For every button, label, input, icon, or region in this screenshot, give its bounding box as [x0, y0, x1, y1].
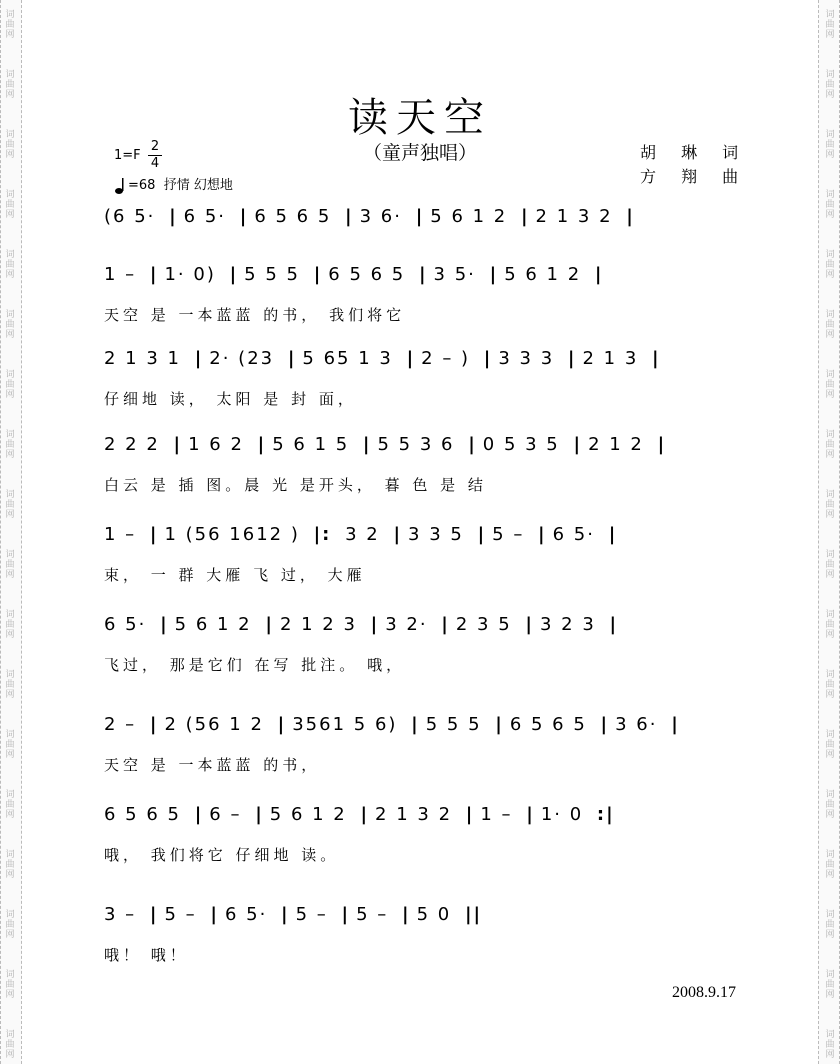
note-group: 2 1 3 2 [535, 206, 621, 227]
watermark-text: 词 曲 网 [5, 310, 15, 340]
watermark-text: 词 曲 网 [825, 430, 835, 460]
note-group: 5 5 5 [425, 714, 490, 735]
note-group: (6 5· [104, 206, 164, 227]
notation-line [104, 904, 488, 925]
barline: | [609, 614, 619, 635]
watermark-text: 词 曲 网 [5, 790, 15, 820]
barline: | [370, 614, 380, 635]
note-group: 5 6 1 2 [430, 206, 515, 227]
note-group: 2 – [104, 714, 144, 735]
barline: | [526, 804, 535, 825]
barline: | [608, 524, 618, 545]
barline: | [567, 348, 577, 369]
lyric-line: 哦， 我们将它 仔细地 读。 [104, 846, 340, 864]
barline: | [149, 714, 159, 735]
score-row [104, 614, 752, 644]
barline: | [652, 348, 661, 369]
watermark-text: 词 曲 网 [5, 970, 15, 1000]
barline: | [362, 434, 372, 455]
barline: | [525, 614, 534, 635]
barline: | [393, 524, 403, 545]
barline: | [149, 264, 159, 285]
barline: | [520, 206, 530, 227]
barline: | [239, 206, 249, 227]
watermark-text: 词 曲 网 [5, 370, 15, 400]
note-group: 2 1 2 [588, 434, 652, 455]
barline: | [671, 714, 680, 735]
note-group: 6 5 6 5 [328, 264, 413, 285]
note-group: 3 3 5 [408, 524, 472, 545]
song-subtitle: （童声独唱） [362, 142, 477, 164]
barline: | [468, 434, 477, 455]
note-group: 6 5· [224, 904, 276, 925]
note-group: 6 – [209, 804, 250, 825]
note-group: 3 2 [337, 524, 388, 545]
watermark-text: 词 曲 网 [5, 730, 15, 760]
watermark-text: 词 曲 网 [5, 670, 15, 700]
note-group: 0 5 3 5 [482, 434, 568, 455]
lyric-line: 天空 是 一本蓝蓝 的书， 我们将它 [104, 306, 406, 324]
barline: | [169, 206, 178, 227]
watermark-text: 词 曲 网 [5, 10, 15, 40]
watermark-text: 词 曲 网 [825, 910, 835, 940]
watermark-text: 词 曲 网 [5, 70, 15, 100]
score-row [104, 348, 752, 378]
notation-line [104, 206, 641, 227]
note-group: 6 5 6 5 [509, 714, 595, 735]
watermark-text: 词 曲 网 [825, 1030, 835, 1060]
note-group: 5 5 3 6 [377, 434, 463, 455]
note-group: 2 (56 1 2 [164, 714, 272, 735]
note-group: 6 5· [104, 614, 155, 635]
barline: | [229, 264, 239, 285]
barline: | [160, 614, 169, 635]
note-group: 5 6 1 5 [272, 434, 357, 455]
barline: | [441, 614, 450, 635]
note-group: 2 1 3 2 [375, 804, 460, 825]
barline: | [341, 904, 351, 925]
barline: | [149, 904, 159, 925]
note-group: 3561 5 6) [292, 714, 406, 735]
watermark-text: 词 曲 网 [825, 10, 835, 40]
score-row [104, 434, 752, 464]
note-group: 2 – ) [421, 348, 478, 369]
note-group: 2 3 5 [455, 614, 520, 635]
tempo-marking [114, 174, 233, 195]
barline: | [415, 206, 425, 227]
note-group: 5 6 1 2 [504, 264, 589, 285]
repeat-start-barline: |: [313, 524, 332, 545]
note-group: 1· 0) [164, 264, 224, 285]
note-group: 1 – [480, 804, 521, 825]
key-signature: 1=F [114, 148, 141, 163]
barline: | [402, 904, 411, 925]
composition-date: 2008.9.17 [672, 984, 736, 1001]
score-row [104, 714, 752, 744]
watermark-text: 词 曲 网 [825, 670, 835, 700]
note-group: 2 2 2 [104, 434, 168, 455]
watermark-text: 词 曲 网 [5, 550, 15, 580]
note-group: 5 – [164, 904, 205, 925]
barline: | [657, 434, 667, 455]
score-row [104, 206, 752, 236]
note-group: 3 3 3 [498, 348, 562, 369]
song-title: 读天空 [348, 95, 492, 141]
watermark-text: 词 曲 网 [5, 610, 15, 640]
watermark-text: 词 曲 网 [825, 850, 835, 880]
barline: | [573, 434, 583, 455]
note-group: 6 5· [183, 206, 234, 227]
tempo-value: =68 [128, 178, 156, 193]
lyric-line: 束， 一 群 大雁 飞 过， 大雁 [104, 566, 366, 584]
note-group: 5 – [492, 524, 533, 545]
note-group: 5 5 5 [244, 264, 308, 285]
barline: | [418, 264, 428, 285]
score-row [104, 904, 752, 934]
watermark-text: 词 曲 网 [825, 790, 835, 820]
note-group: 2 1 2 3 [279, 614, 365, 635]
note-group: 1 (56 1612 ) [164, 524, 308, 545]
barline: | [489, 264, 499, 285]
time-signature-top: 2 [150, 139, 160, 154]
watermark-text: 词 曲 网 [825, 130, 835, 160]
note-group: 5 6 1 2 [269, 804, 355, 825]
notation-line [104, 614, 624, 635]
repeat-end-barline: :| [596, 804, 615, 825]
time-signature [148, 139, 162, 172]
note-group: 2 1 3 1 [104, 348, 189, 369]
note-group: 3 – [104, 904, 144, 925]
note-group: 6 5 6 5 [104, 804, 189, 825]
barline: | [626, 206, 635, 227]
barline: | [483, 348, 493, 369]
barline: | [210, 904, 219, 925]
barline: | [360, 804, 370, 825]
watermark-text: 词 曲 网 [825, 370, 835, 400]
watermark-text: 词 曲 网 [825, 610, 835, 640]
score-row [104, 264, 752, 294]
note-group: 3 5· [433, 264, 484, 285]
note-group: 3 6· [359, 206, 410, 227]
barline: | [194, 804, 204, 825]
watermark-text: 词 曲 网 [825, 310, 835, 340]
note-group: 6 5· [552, 524, 603, 545]
score-row [104, 524, 752, 554]
note-group: 3 2· [385, 614, 436, 635]
composer-credit: 方 翔 曲 [640, 167, 749, 186]
barline: | [345, 206, 354, 227]
note-group: 3 6· [615, 714, 666, 735]
lyric-line: 天空 是 一本蓝蓝 的书， [104, 756, 321, 774]
watermark-text: 词 曲 网 [5, 190, 15, 220]
notation-line [104, 524, 623, 545]
note-group: 1 – [104, 524, 144, 545]
barline: | [287, 348, 297, 369]
watermark-text: 词 曲 网 [825, 70, 835, 100]
watermark-text: 词 曲 网 [825, 490, 835, 520]
note-group: 1 6 2 [188, 434, 252, 455]
score-row [104, 804, 752, 834]
watermark-text: 词 曲 网 [825, 550, 835, 580]
watermark-text: 词 曲 网 [825, 730, 835, 760]
watermark-text: 词 曲 网 [825, 250, 835, 280]
barline: | [406, 348, 416, 369]
notation-line [104, 714, 686, 735]
note-group: 5 – [356, 904, 397, 925]
barline: | [255, 804, 264, 825]
quarter-note-icon [114, 177, 128, 195]
lyric-line: 飞过， 那是它们 在写 批注。 哦， [104, 656, 406, 674]
lyricist-credit: 胡 琳 词 [640, 143, 749, 162]
note-group: 5 0 [416, 904, 459, 925]
note-group: 2· (23 [209, 348, 282, 369]
lyric-line: 哦！ 哦！ [104, 946, 189, 964]
watermark-text: 词 曲 网 [825, 970, 835, 1000]
notation-line [104, 348, 667, 369]
barline: | [465, 804, 475, 825]
final-barline: || [464, 904, 483, 925]
barline: | [411, 714, 420, 735]
watermark-text: 词 曲 网 [5, 250, 15, 280]
watermark-text: 词 曲 网 [825, 190, 835, 220]
lyric-line: 白云 是 插 图。晨 光 是开头， 暮 色 是 结 [104, 476, 487, 494]
watermark-text: 词 曲 网 [5, 490, 15, 520]
barline: | [538, 524, 547, 545]
note-group: 1 – [104, 264, 144, 285]
expression-mark: 抒情 幻想地 [163, 178, 233, 193]
watermark-text: 词 曲 网 [5, 430, 15, 460]
barline: | [313, 264, 323, 285]
note-group: 5 – [295, 904, 336, 925]
barline: | [194, 348, 204, 369]
barline: | [600, 714, 610, 735]
note-group: 3 2 3 [539, 614, 604, 635]
barline: | [495, 714, 504, 735]
notation-line [104, 434, 672, 455]
notation-line [104, 804, 621, 825]
watermark-text: 词 曲 网 [5, 130, 15, 160]
barline: | [265, 614, 274, 635]
barline: | [149, 524, 159, 545]
time-signature-bottom: 4 [148, 155, 162, 172]
barline: | [594, 264, 604, 285]
barline: | [281, 904, 290, 925]
barline: | [277, 714, 287, 735]
watermark-text: 词 曲 网 [5, 1030, 15, 1060]
barline: | [173, 434, 183, 455]
barline: | [257, 434, 267, 455]
notation-line [104, 264, 609, 285]
note-group: 2 1 3 [582, 348, 646, 369]
note-group: 5 65 1 3 [302, 348, 401, 369]
lyric-line: 仔细地 读， 太阳 是 封 面， [104, 390, 357, 408]
barline: | [477, 524, 487, 545]
watermark-text: 词 曲 网 [5, 910, 15, 940]
watermark-text: 词 曲 网 [5, 850, 15, 880]
note-group: 5 6 1 2 [174, 614, 260, 635]
note-group: 6 5 6 5 [254, 206, 340, 227]
note-group: 1· 0 [540, 804, 591, 825]
